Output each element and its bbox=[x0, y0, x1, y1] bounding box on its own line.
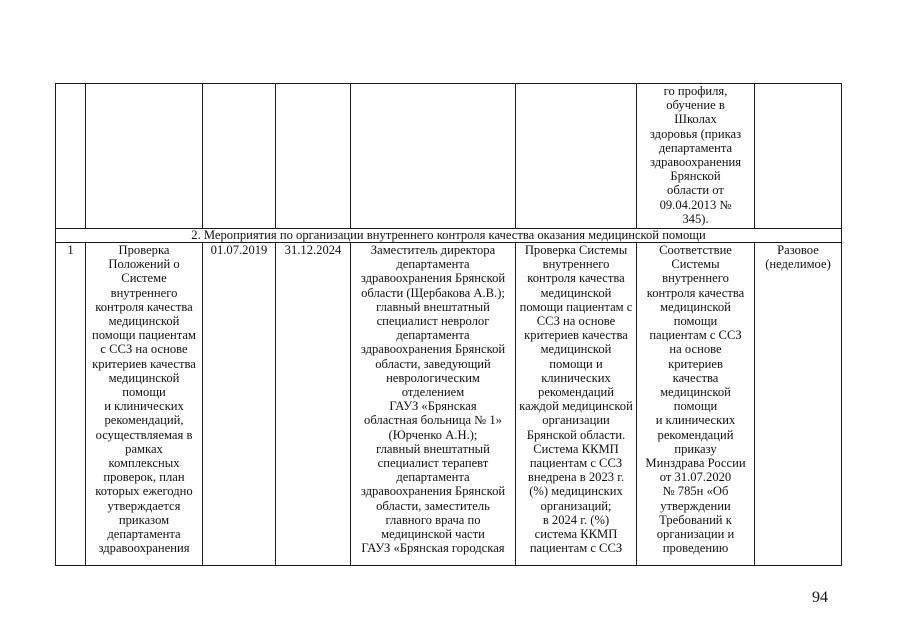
cell-responsible bbox=[351, 243, 516, 566]
cell-start-date: 01.07.2019 bbox=[203, 243, 276, 566]
cell-requirements-tail bbox=[637, 84, 755, 229]
cell-empty-start bbox=[203, 84, 276, 229]
requirements-text: Соответствие Системы внутреннего контроля качества медицинской помощи пациентам с ССЗ на основе критериев качества медицинской помощи и клинических рекомендаций приказу Минздрава России от 31.07.2020 № 785н «Об утверждении Требований к организации и проведению bbox=[645, 243, 746, 556]
cell-type bbox=[755, 243, 842, 566]
cell-empty-result bbox=[516, 84, 637, 229]
cell-empty-number bbox=[56, 84, 86, 229]
cell-empty-responsible bbox=[351, 84, 516, 229]
page-number: 94 bbox=[812, 589, 828, 606]
requirements-tail-text: го профиля, обучение в Школах здоровья (приказ департамента здравоохранения Брянской области от 09.04.2013 № 345). bbox=[649, 84, 742, 226]
cell-requirements bbox=[637, 243, 755, 566]
cell-empty-type bbox=[755, 84, 842, 229]
cell-empty-activity bbox=[86, 84, 203, 229]
activity-text: Проверка Положений о Системе внутреннего контроля качества медицинской помощи пациентам с ССЗ на основе критериев качества медицинской помощи и клинических рекомендаций, осуществляемая в рамках комплексных проверок, план которых ежегодно утверждается приказом департамента здравоохранения bbox=[91, 243, 196, 556]
section-row bbox=[56, 229, 842, 243]
cell-activity bbox=[86, 243, 203, 566]
responsible-text: Заместитель директора департамента здравоохранения Брянской области (Щербакова А.В.); главный внештатный специалист невролог департамента здравоохранения Брянской области, заведующий неврологическим отделением ГАУЗ «Брянская областная больница № 1» (Юрченко А.Н.); главный внештатный специалист терапевт департамента здравоохранения Брянской области, заместитель главного врача по медицинской части ГАУЗ «Брянская городская bbox=[360, 243, 506, 556]
table-row bbox=[56, 243, 842, 566]
result-text: Проверка Системы внутреннего контроля качества медицинской помощи пациентам с ССЗ на основе критериев качества медицинской помощи и клинических рекомендаций каждой медицинской организации Брянской области. Система ККМП пациентам с ССЗ внедрена в 2023 г. (%) медицинских организаций; в 2024 г. (%) система ККМП пациентам с ССЗ bbox=[519, 243, 633, 556]
type-text: Разовое (неделимое) bbox=[765, 243, 831, 272]
row-number: 1 bbox=[56, 243, 86, 566]
cell-empty-end bbox=[276, 84, 351, 229]
continuation-row bbox=[56, 84, 842, 229]
activities-table bbox=[55, 83, 842, 566]
cell-end-date: 31.12.2024 bbox=[276, 243, 351, 566]
section-heading: 2. Мероприятия по организации внутреннего контроля качества оказания медицинской помощи bbox=[56, 229, 842, 243]
cell-result bbox=[516, 243, 637, 566]
